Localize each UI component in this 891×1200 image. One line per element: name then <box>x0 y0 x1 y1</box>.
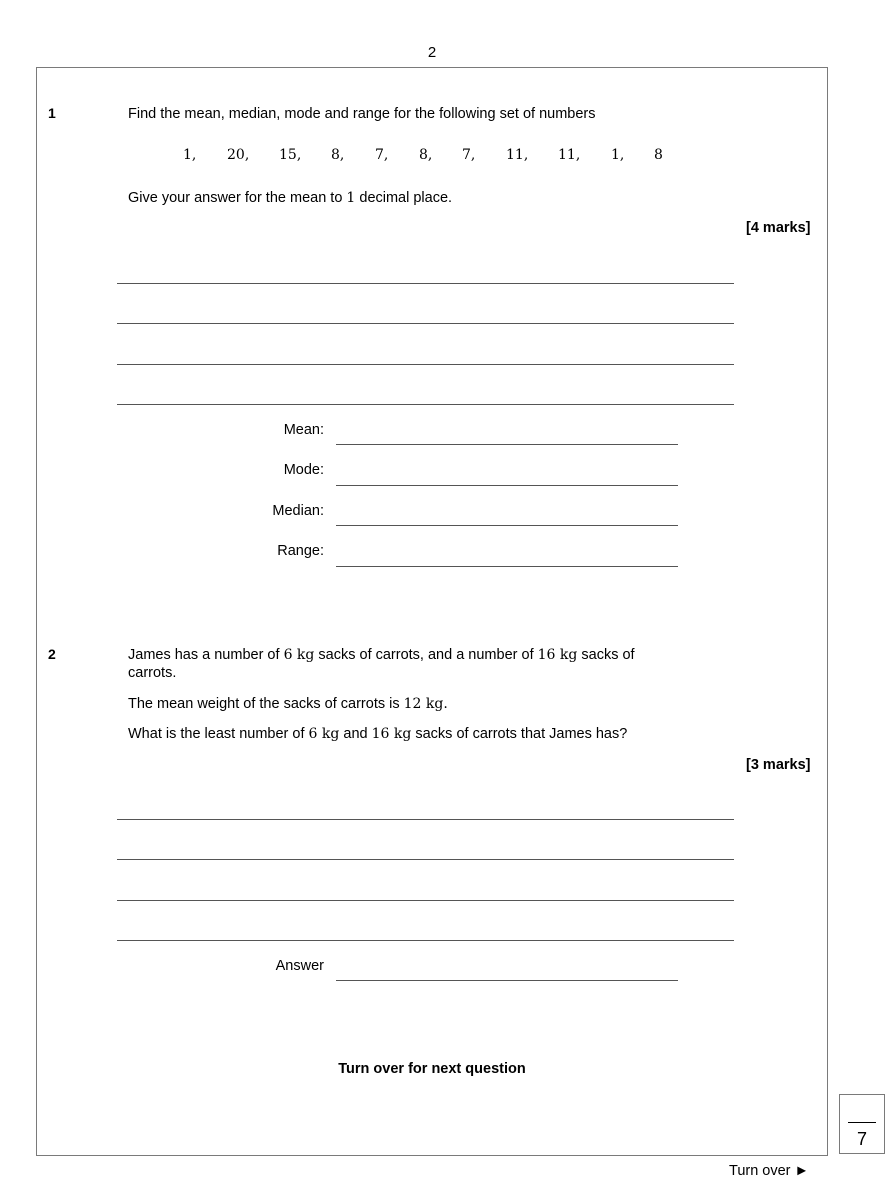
question-1-prompt: Find the mean, median, mode and range for the following set of numbers <box>128 106 596 122</box>
question-1-instruction <box>128 189 452 207</box>
number-item: 20, <box>227 147 250 163</box>
score-total: 7 <box>856 1129 867 1149</box>
page-number: 2 <box>427 44 437 61</box>
working-line[interactable] <box>117 819 734 820</box>
number-item: 8, <box>419 147 433 163</box>
question-2-number: 2 <box>48 646 56 662</box>
mean-label: Mean: <box>283 422 324 438</box>
working-line[interactable] <box>117 323 734 324</box>
score-divider <box>848 1122 876 1123</box>
mode-label: Mode: <box>283 462 324 478</box>
number-item: 1, <box>183 147 197 163</box>
question-2-line-3 <box>128 725 627 743</box>
question-text: sacks of <box>581 647 635 663</box>
instruction-text: Give your answer for the mean to <box>128 190 343 206</box>
working-line[interactable] <box>117 900 734 901</box>
number-item: 7, <box>375 147 389 163</box>
weight-value: 12 kg. <box>403 696 448 712</box>
question-1-marks: [4 marks] <box>746 220 811 236</box>
range-label: Range: <box>277 543 324 559</box>
number-item: 15, <box>279 147 302 163</box>
weight-value: 6 kg <box>308 726 340 742</box>
instruction-number: 1 <box>346 190 356 206</box>
instruction-text: decimal place. <box>359 190 453 206</box>
question-text: sacks of carrots, and a number of <box>318 647 534 663</box>
working-line[interactable] <box>117 283 734 284</box>
question-text: and <box>343 726 368 742</box>
number-item: 11, <box>506 147 529 163</box>
working-line[interactable] <box>117 404 734 405</box>
mean-answer-line[interactable] <box>336 444 678 445</box>
number-item: 1, <box>611 147 625 163</box>
answer-line[interactable] <box>336 980 678 981</box>
working-line[interactable] <box>117 364 734 365</box>
working-line[interactable] <box>117 940 734 941</box>
question-2-line-1 <box>128 646 635 664</box>
median-label: Median: <box>272 503 324 519</box>
turn-over-label: Turn over ► <box>729 1163 809 1179</box>
question-1-number: 1 <box>48 105 56 121</box>
weight-value: 16 kg <box>537 647 578 663</box>
number-item: 8 <box>654 147 663 163</box>
weight-value: 16 kg <box>371 726 412 742</box>
question-text: The mean weight of the sacks of carrots is <box>128 696 400 712</box>
median-answer-line[interactable] <box>336 525 678 526</box>
number-item: 8, <box>331 147 345 163</box>
turn-over-note: Turn over for next question <box>338 1061 526 1077</box>
weight-value: 6 kg <box>283 647 315 663</box>
question-text: What is the least number of <box>128 726 305 742</box>
question-text: James has a number of <box>128 647 280 663</box>
question-2-marks: [3 marks] <box>746 757 811 773</box>
question-text: sacks of carrots that James has? <box>415 726 628 742</box>
working-line[interactable] <box>117 859 734 860</box>
question-frame <box>36 67 828 1156</box>
answer-label: Answer <box>275 958 324 974</box>
question-2-line-1b: carrots. <box>128 665 177 681</box>
range-answer-line[interactable] <box>336 566 678 567</box>
question-2-line-2 <box>128 695 448 713</box>
number-item: 7, <box>462 147 476 163</box>
score-box <box>839 1094 885 1154</box>
mode-answer-line[interactable] <box>336 485 678 486</box>
number-item: 11, <box>558 147 581 163</box>
